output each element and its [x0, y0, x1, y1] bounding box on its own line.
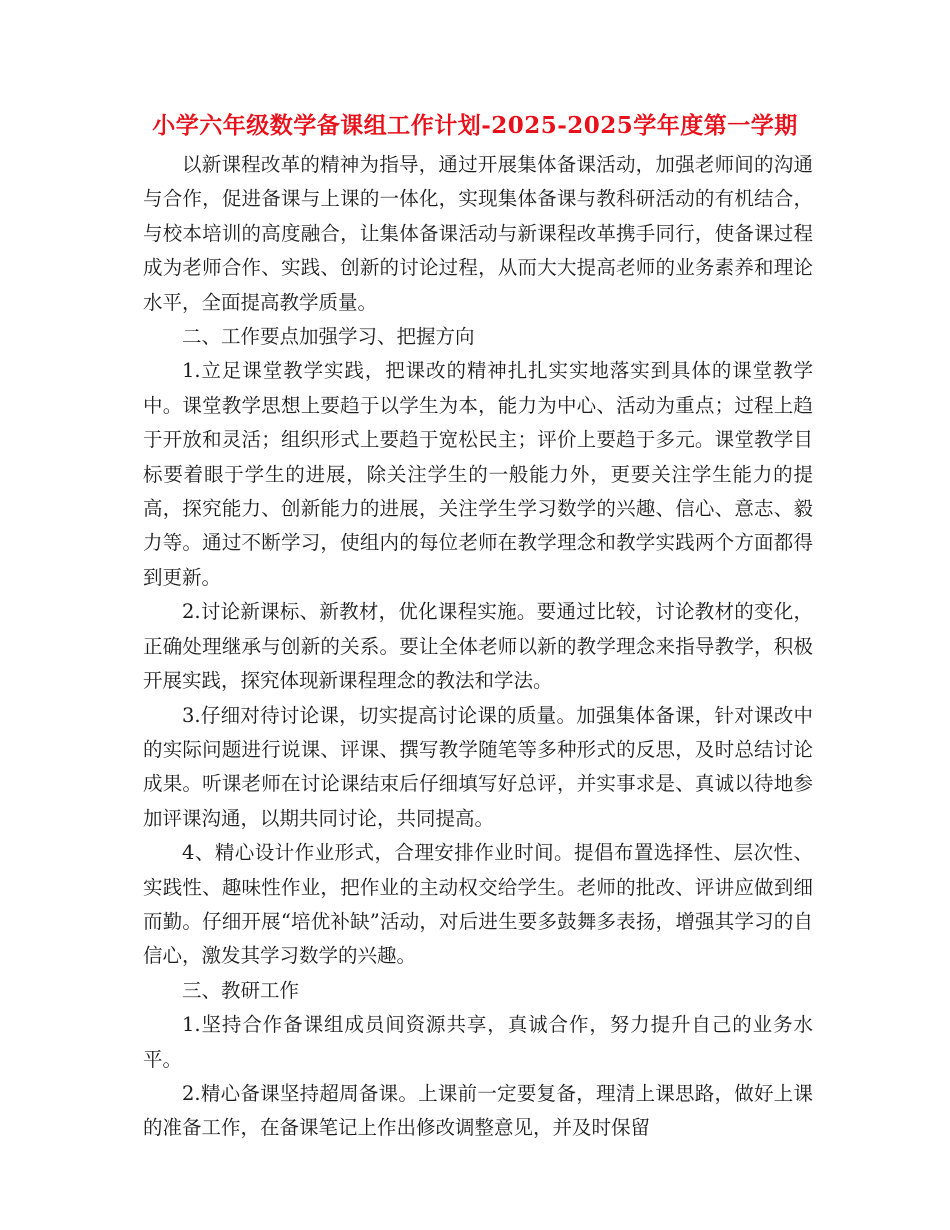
paragraph-item-4: 4、精心设计作业形式，合理安排作业时间。提倡布置选择性、层次性、实践性、趣味性作业，把作业的主动权交给学生。老师的批改、评讲应做到细而勤。仔细开展“培优补缺”活动，对后进生要多鼓舞多表扬，增强其学习的自信心，激发其学习数学的兴趣。 — [143, 841, 813, 968]
paragraph-item-3: 3.仔细对待讨论课，切实提高讨论课的质量。加强集体备课，针对课改中的实际问题进行说课、评课、撰写教学随笔等多种形式的反思，及时总结讨论成果。听课老师在讨论课结束后仔细填写好总评，并实事求是、真诚以待地参加评课沟通，以期共同讨论，共同提高。 — [143, 703, 813, 830]
paragraph-research-2: 2.精心备课坚持超周备课。上课前一定要复备，理清上课思路，做好上课的准备工作，在备课笔记上作出修改调整意见，并及时保留 — [143, 1081, 813, 1140]
paragraph-item-1: 1.立足课堂教学实践，把课改的精神扎扎实实地落实到具体的课堂教学中。课堂教学思想上要趋于以学生为本，能力为中心、活动为重点；过程上趋于开放和灵活；组织形式上要趋于宽松民主；评价上要趋于多元。课堂教学目标要着眼于学生的进展，除关注学生的一般能力外，更要关注学生能力的提高，探究能力、创新能力的进展，关注学生学习数学的兴趣、信心、意志、毅力等。通过不断学习，使组内的每位老师在教学理念和教学实践两个方面都得到更新。 — [143, 359, 813, 589]
section-heading-research: 三、教研工作 — [182, 978, 300, 1002]
paragraph-item-2: 2.讨论新课标、新教材，优化课程实施。要通过比较，讨论教材的变化，正确处理继承与创新的关系。要让全体老师以新的教学理念来指导教学，积极开展实践，探究体现新课程理念的教法和学法。 — [143, 600, 813, 693]
paragraph-research-1: 1.坚持合作备课组成员间资源共享，真诚合作，努力提升自己的业务水平。 — [143, 1013, 813, 1071]
document-body — [143, 148, 813, 1146]
paragraph-intro: 以新课程改革的精神为指导，通过开展集体备课活动，加强老师间的沟通与合作，促进备课与上课的一体化，实现集体备课与教科研活动的有机结合，与校本培训的高度融合，让集体备课活动与新课程改革携手同行，使备课过程成为老师合作、实践、创新的讨论过程，从而大大提高老师的业务素养和理论水平，全面提高教学质量。 — [143, 153, 813, 314]
section-heading-work-points: 二、工作要点加强学习、把握方向 — [182, 325, 475, 349]
document-title: 小学六年级数学备课组工作计划-2025-2025学年度第一学期 — [152, 112, 798, 139]
